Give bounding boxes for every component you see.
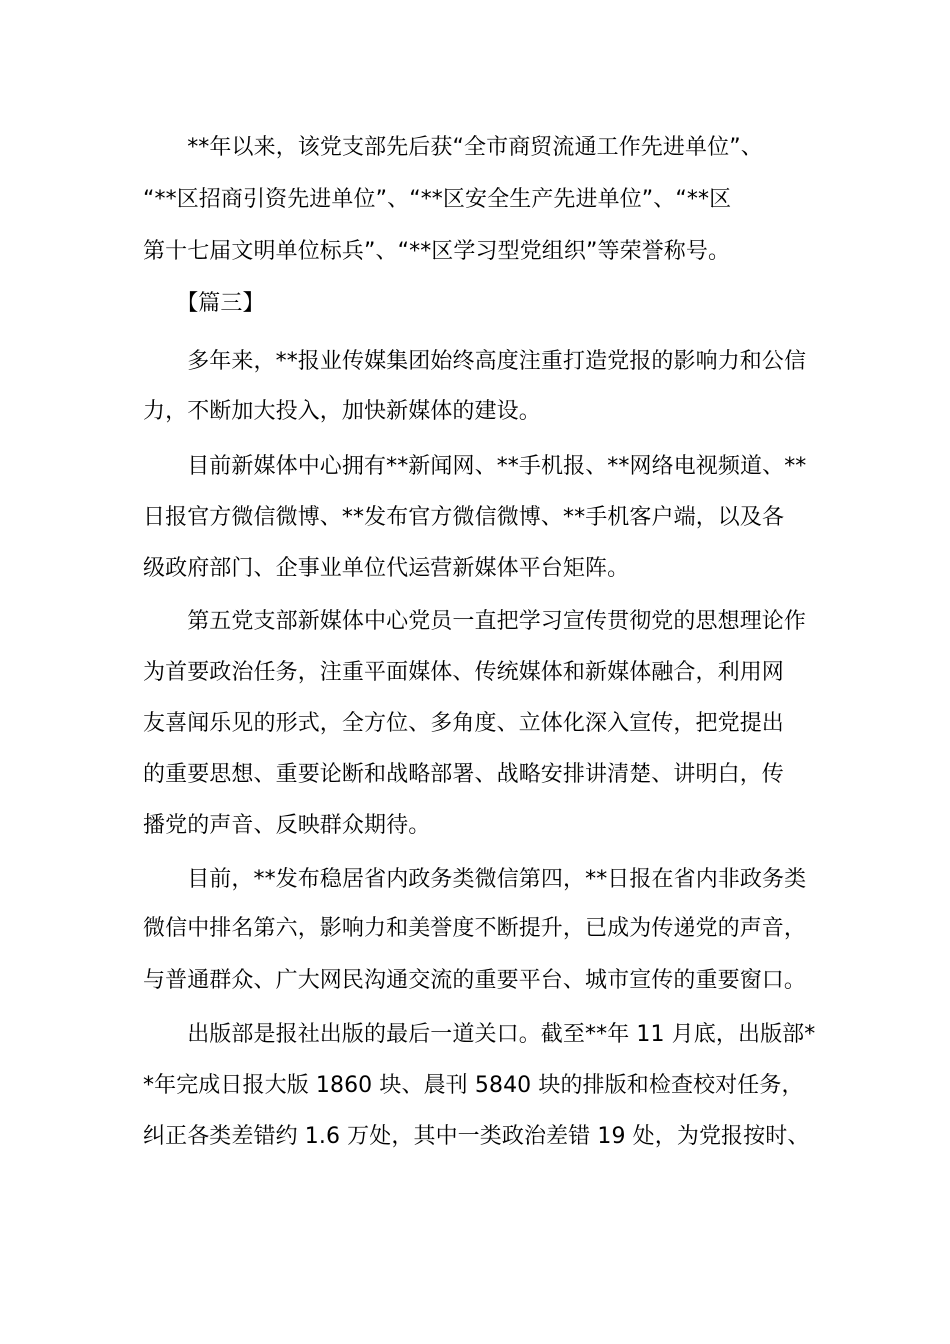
text-line: 日报官方微信微博、**发布官方微信微博、**手机客户端，以及各 — [143, 505, 785, 530]
text-line: 第五党支部新媒体中心党员一直把学习宣传贯彻党的思想理论作 — [143, 609, 807, 634]
text-line: 多年来，**报业传媒集团始终高度注重打造党报的影响力和公信 — [143, 349, 807, 374]
text-line: *年完成日报大版 1860 块、晨刊 5840 块的排版和检查校对任务， — [143, 1073, 804, 1098]
section-heading: 【篇三】 — [143, 291, 265, 316]
text-line: **年以来，该党支部先后获“全市商贸流通工作先进单位”、 — [143, 135, 763, 160]
text-line: “**区招商引资先进单位”、“**区安全生产先进单位”、“**区 — [143, 187, 732, 212]
text-line: 级政府部门、企事业单位代运营新媒体平台矩阵。 — [143, 556, 630, 581]
text-line: 与普通群众、广大网民沟通交流的重要平台、城市宣传的重要窗口。 — [143, 968, 807, 993]
text-line: 目前新媒体中心拥有**新闻网、**手机报、**网络电视频道、** — [143, 454, 807, 479]
text-line: 目前，**发布稳居省内政务类微信第四，**日报在省内非政务类 — [143, 867, 807, 892]
text-line: 纠正各类差错约 1.6 万处，其中一类政治差错 19 处，为党报按时、 — [143, 1124, 810, 1149]
text-line: 微信中排名第六，影响力和美誉度不断提升，已成为传递党的声音， — [143, 916, 807, 941]
text-line: 友喜闻乐见的形式，全方位、多角度、立体化深入宣传，把党提出 — [143, 711, 784, 736]
text-line: 播党的声音、反映群众期待。 — [143, 813, 431, 838]
text-line: 第十七届文明单位标兵”、“**区学习型党组织”等荣誉称号。 — [143, 239, 731, 264]
text-line: 出版部是报社出版的最后一道关口。截至**年 11 月底，出版部* — [143, 1022, 816, 1047]
text-line: 力，不断加大投入，加快新媒体的建设。 — [143, 399, 541, 424]
text-line: 为首要政治任务，注重平面媒体、传统媒体和新媒体融合，利用网 — [143, 660, 784, 685]
text-line: 的重要思想、重要论断和战略部署、战略安排讲清楚、讲明白，传 — [143, 762, 784, 787]
